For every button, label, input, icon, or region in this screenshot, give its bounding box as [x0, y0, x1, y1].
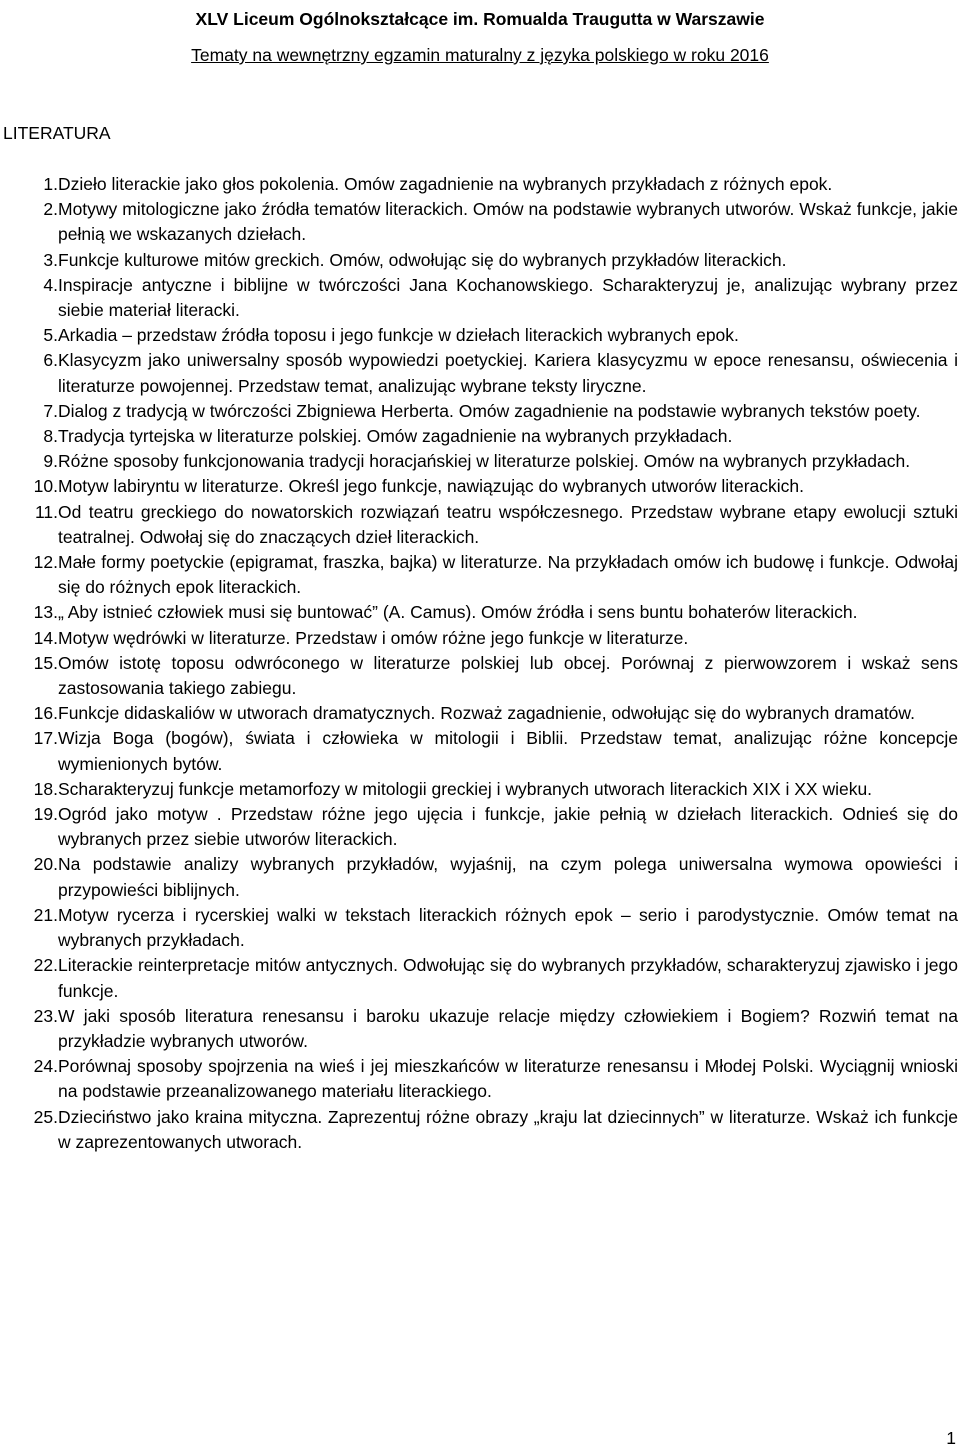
topic-number: 4.	[43, 274, 58, 295]
topic-text: Klasycyzm jako uniwersalny sposób wypowiedzi poetyckiej. Kariera klasycyzmu w epoce renesansu, oświecenia i literaturze powojennej. Przedstaw temat, analizując wybrane teksty liryczne.	[58, 350, 958, 396]
topic-number: 2.	[43, 199, 58, 220]
topic-item	[20, 651, 958, 701]
topic-number: 22.	[33, 955, 58, 976]
topic-text: Dialog z tradycją w twórczości Zbigniewa Herberta. Omów zagadnienie na podstawie wybranych tekstów poety.	[58, 400, 921, 421]
topic-number: 24.	[33, 1056, 58, 1077]
topic-text: „ Aby istnieć człowiek musi się buntować” (A. Camus). Omów źródła i sens buntu bohaterów literackich.	[58, 602, 858, 623]
topic-text: Literackie reinterpretacje mitów antycznych. Odwołując się do wybranych przykładów, scharakteryzuj zjawisko i jego funkcje.	[58, 955, 958, 1001]
topic-number: 20.	[33, 854, 58, 875]
topic-number: 16.	[33, 703, 58, 724]
topic-item	[20, 1004, 958, 1054]
topic-number: 23.	[33, 1005, 58, 1026]
topic-item	[20, 424, 958, 449]
topic-text: Funkcje didaskaliów w utworach dramatycznych. Rozważ zagadnienie, odwołując się do wybranych dramatów.	[58, 703, 915, 724]
topic-text: Inspiracje antyczne i biblijne w twórczości Jana Kochanowskiego. Scharakteryzuj je, analizując wybrany przez siebie materiał literacki.	[58, 274, 958, 321]
topic-item	[20, 323, 958, 348]
school-name: XLV Liceum Ogólnokształcące im. Romualda Traugutta w Warszawie	[195, 9, 765, 29]
topic-number: 17.	[33, 728, 58, 749]
topic-text: Ogród jako motyw . Przedstaw różne jego ujęcia i funkcje, jakie pełnią w dziełach literackich. Odnieś się do wybranych przez siebie utworów literackich.	[58, 804, 958, 850]
topic-number: 11.	[34, 501, 58, 522]
topic-text: Motyw wędrówki w literaturze. Przedstaw i omów różne jego funkcje w literaturze.	[58, 627, 689, 648]
topic-item	[20, 474, 958, 499]
topic-list	[20, 172, 958, 1155]
topic-text: Arkadia – przedstaw źródła toposu i jego funkcje w dziełach literackich wybranych epok.	[58, 325, 739, 346]
topic-item	[20, 273, 958, 323]
topic-number: 10.	[33, 476, 58, 497]
topic-item	[20, 197, 958, 247]
topic-text: Na podstawie analizy wybranych przykładów, wyjaśnij, na czym polega uniwersalna wymowa opowieści i przypowieści biblijnych.	[58, 854, 958, 900]
topic-item	[20, 550, 958, 600]
topic-item	[20, 726, 958, 776]
topic-item	[20, 701, 958, 726]
topic-number: 25.	[33, 1106, 58, 1127]
topic-number: 8.	[43, 426, 58, 447]
document-subject: Tematy na wewnętrzny egzamin maturalny z języka polskiego w roku 2016	[191, 45, 769, 65]
topic-item	[20, 852, 958, 902]
topic-item	[20, 348, 958, 398]
topic-item	[20, 399, 958, 424]
topic-item	[20, 500, 958, 550]
page-number: 1	[946, 1428, 956, 1448]
topic-number: 21.	[33, 904, 58, 925]
topic-text: Od teatru greckiego do nowatorskich rozwiązań teatru współczesnego. Przedstaw wybrane etapy ewolucji sztuki teatralnej. Odwołaj się do znaczących dzieł literackich.	[58, 501, 958, 547]
topic-text: W jaki sposób literatura renesansu i baroku ukazuje relacje między człowiekiem i Bogiem? Rozwiń temat na przykładzie wybranych utworów.	[58, 1005, 958, 1051]
topic-item	[20, 1054, 958, 1104]
topic-text: Omów istotę toposu odwróconego w literaturze polskiej lub obcej. Porównaj z pierwowzorem i wskaż sens zastosowania takiego zabiegu.	[58, 652, 958, 699]
topic-number: 9.	[43, 451, 58, 472]
topic-item	[20, 1105, 958, 1155]
topic-text: Różne sposoby funkcjonowania tradycji horacjańskiej w literaturze polskiej. Omów na wybranych przykładach.	[58, 451, 911, 472]
topic-text: Motyw rycerza i rycerskiej walki w tekstach literackich różnych epok – serio i parodystycznie. Omów temat na wybranych przykładach.	[58, 904, 958, 951]
topic-number: 3.	[43, 249, 58, 270]
topic-number: 7.	[43, 400, 58, 421]
topic-item	[20, 802, 958, 852]
topic-number: 5.	[43, 325, 58, 346]
topic-number: 1.	[43, 174, 58, 194]
topic-item	[20, 449, 958, 474]
topic-number: 14.	[33, 627, 58, 648]
topic-number: 13.	[33, 602, 58, 623]
topic-text: Małe formy poetyckie (epigramat, fraszka, bajka) w literaturze. Na przykładach omów ich budowę i funkcje. Odwołaj się do różnych epok literackich.	[58, 552, 958, 598]
section-title: LITERATURA	[3, 123, 111, 143]
topic-text: Wizja Boga (bogów), świata i człowieka w mitologii i Biblii. Przedstaw temat, analizując różne koncepcje wymienionych bytów.	[58, 728, 958, 774]
topic-text: Dzieciństwo jako kraina mityczna. Zaprezentuj różne obrazy „kraju lat dziecinnych” w literaturze. Wskaż ich funkcje w zaprezentowanych utworach.	[58, 1106, 958, 1152]
topic-number: 6.	[43, 350, 58, 371]
topic-number: 15.	[33, 652, 58, 673]
topic-item	[20, 626, 958, 651]
topic-item	[20, 248, 958, 273]
topic-text: Porównaj sposoby spojrzenia na wieś i jej mieszkańców w literaturze renesansu i Młodej Polski. Wyciągnij wnioski na podstawie przeanalizowanego materiału literackiego.	[58, 1056, 958, 1102]
topic-item	[20, 777, 958, 802]
topic-number: 19.	[33, 804, 58, 825]
topic-text: Tradycja tyrtejska w literaturze polskiej. Omów zagadnienie na wybranych przykładach.	[58, 426, 733, 447]
topic-text: Motywy mitologiczne jako źródła tematów literackich. Omów na podstawie wybranych utworów. Wskaż funkcje, jakie pełnią we wskazanych dziełach.	[58, 199, 958, 245]
topic-text: Scharakteryzuj funkcje metamorfozy w mitologii greckiej i wybranych utworach literackich XIX i XX wieku.	[58, 778, 873, 799]
topic-item	[20, 600, 958, 625]
topic-text: Dzieło literackie jako głos pokolenia. Omów zagadnienie na wybranych przykładach z różnych epok.	[58, 174, 833, 194]
topic-text: Motyw labiryntu w literaturze. Określ jego funkcje, nawiązując do wybranych utworów literackich.	[58, 476, 804, 497]
topic-item	[20, 903, 958, 953]
topic-item	[20, 172, 958, 197]
topic-text: Funkcje kulturowe mitów greckich. Omów, odwołując się do wybranych przykładów literackich.	[58, 249, 787, 270]
topic-number: 18.	[33, 778, 58, 799]
topic-number: 12.	[33, 552, 58, 573]
topic-item	[20, 953, 958, 1003]
